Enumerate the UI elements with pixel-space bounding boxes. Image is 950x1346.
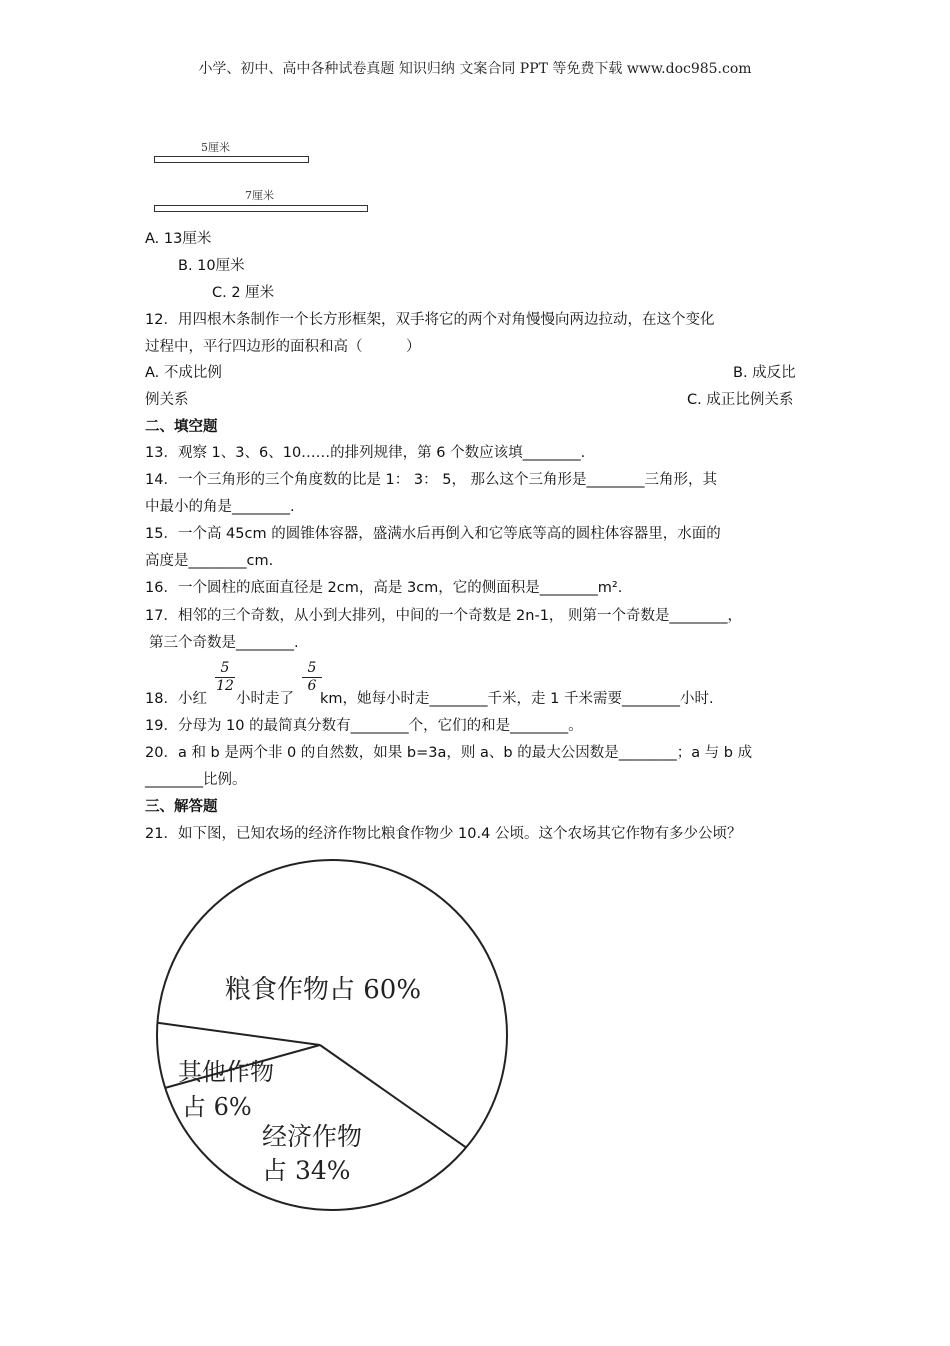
q12-option-b: B. 成反比: [733, 365, 796, 381]
crop-pie-chart: [150, 858, 530, 1213]
q12-option-c: C. 成正比例关系: [687, 392, 794, 408]
segment-1: [154, 156, 309, 163]
q18-fraction-2-numerator: 5: [302, 660, 322, 678]
q15-line-2: 高度是________cm.: [145, 553, 274, 569]
q18-fraction-1-denominator: 12: [216, 678, 234, 694]
pie-label-other-line-1: 其他作物: [178, 1058, 274, 1086]
pie-label-economic-line-1: 经济作物: [262, 1122, 363, 1151]
segment-1-label: 5厘米: [201, 141, 230, 154]
q18-fraction-2-denominator: 6: [307, 678, 317, 694]
q18-mid: 小时走了: [236, 691, 294, 707]
q21: 21．如下图，已知农场的经济作物比粮食作物少 10.4 公顷。这个农场其它作物有多少公顷？: [145, 826, 742, 842]
pie-label-other-line-2: 占 6%: [182, 1093, 252, 1121]
q19: 19．分母为 10 的最简真分数有________个，它们的和是________。: [145, 718, 583, 734]
q13: 13．观察 1、3、6、10……的排列规律，第 6 个数应该填________.: [145, 445, 586, 461]
q16: 16．一个圆柱的底面直径是 2cm，高是 3cm，它的侧面积是________m².: [145, 580, 623, 596]
q18-fraction-1: [215, 660, 235, 695]
q12-option-a: A. 不成比例: [145, 365, 222, 381]
q20-line-1: 20．a 和 b 是两个非 0 的自然数，如果 b=3a，则 a、b 的最大公因数是________；a 与 b 成: [145, 745, 753, 761]
q18-prefix: 18．小红: [145, 691, 207, 707]
pie-label-grain: 粮食作物占 60%: [225, 975, 422, 1005]
q15-line-1: 15．一个高 45cm 的圆锥体容器，盛满水后再倒入和它等底等高的圆柱体容器里，水面的: [145, 526, 721, 542]
q12-line-2: 过程中，平行四边形的面积和高（ ）: [145, 339, 421, 355]
q17-line-2: 第三个奇数是________.: [149, 635, 299, 651]
q14-line-1: 14．一个三角形的三个角度数的比是 1： 3： 5， 那么这个三角形是________三角形，其: [145, 472, 718, 488]
q12-line-1: 12．用四根木条制作一个长方形框架，双手将它的两个对角慢慢向两边拉动，在这个变化: [145, 312, 715, 328]
section-answer-heading: 三、解答题: [145, 799, 218, 815]
q14-line-2: 中最小的角是________.: [145, 499, 295, 515]
q18-suffix: km，她每小时走________千米，走 1 千米需要________小时.: [320, 691, 714, 707]
q12-line-4: 例关系: [145, 392, 189, 408]
q20-line-2: ________比例。: [145, 772, 247, 788]
section-fill-in-heading: 二、填空题: [145, 419, 218, 435]
q18-fraction-2: [302, 660, 322, 695]
q11-option-c: C. 2 厘米: [212, 285, 275, 301]
q17-line-1: 17．相邻的三个奇数，从小到大排列，中间的一个奇数是 2n-1， 则第一个奇数是________，: [145, 608, 743, 624]
q18-fraction-1-numerator: 5: [215, 660, 235, 678]
segment-2-label: 7厘米: [245, 189, 274, 202]
q11-option-b: B. 10厘米: [178, 258, 245, 274]
q11-option-a: A. 13厘米: [145, 231, 212, 247]
page-header: 小学、初中、高中各种试卷真题 知识归纳 文案合同 PPT 等免费下载 www.doc985.com: [198, 61, 752, 77]
segment-2: [154, 205, 368, 212]
pie-label-economic-line-2: 占 34%: [262, 1156, 351, 1185]
